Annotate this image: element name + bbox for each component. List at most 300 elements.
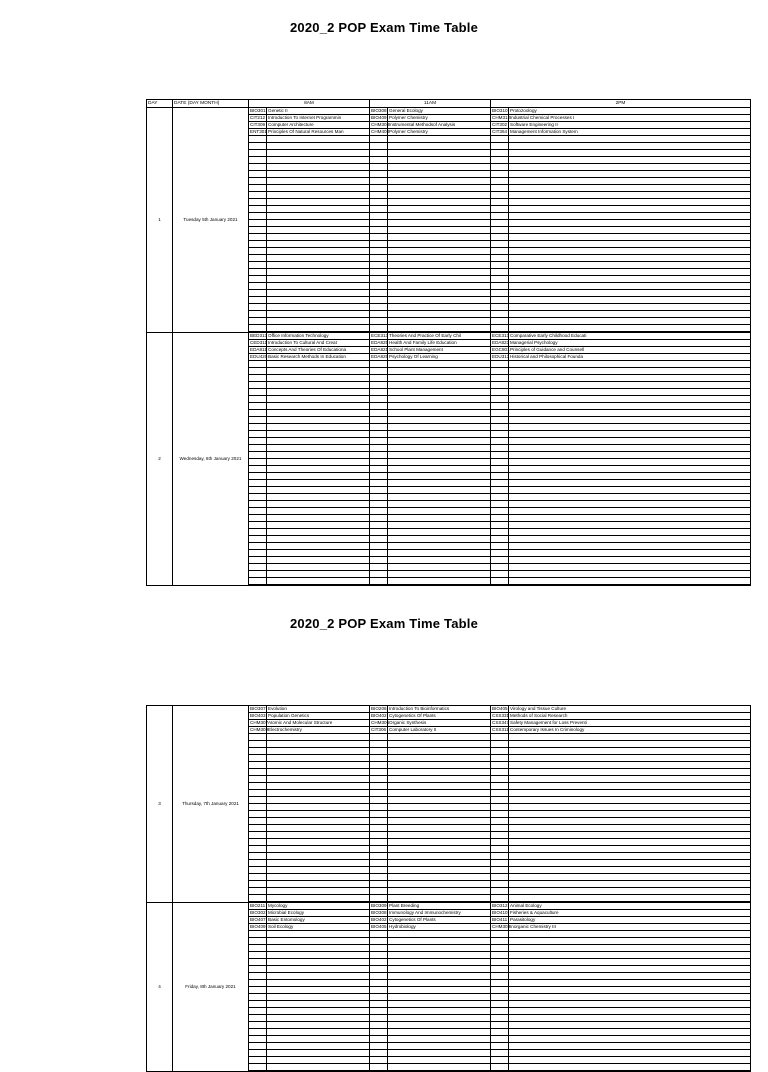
empty-cell [370,220,387,227]
empty-cell [509,881,750,888]
course-title: Industrial Chemical Processes I [509,115,750,122]
empty-cell [388,748,490,755]
empty-cell [509,769,750,776]
empty-cell [249,396,266,403]
empty-cell [249,1001,266,1008]
empty-cell [388,501,490,508]
empty-cell [370,318,387,325]
empty-cell [491,269,508,276]
empty-cell [491,973,508,980]
empty-cell [509,136,750,143]
empty-cell [509,1015,750,1022]
empty-cell [509,206,750,213]
empty-cell [267,480,369,487]
empty-cell [267,255,369,262]
am8-course-codes [249,108,267,333]
course-code: CIT306 [371,727,387,732]
empty-cell [370,888,387,895]
course-code: CHM408 [371,129,390,134]
course-title: Management Information System [509,129,750,136]
empty-cell [370,797,387,804]
empty-cell [509,424,750,431]
am8-course-codes [249,333,267,586]
empty-cell [249,790,266,797]
am8-course-codes [249,903,267,1072]
empty-cell [370,304,387,311]
empty-cell [388,283,490,290]
empty-cell [491,832,508,839]
empty-cell [491,776,508,783]
empty-cell [388,874,490,881]
empty-cell [267,452,369,459]
am11-course-codes [370,706,388,903]
course-title: Introduction To Bioinformatics [388,706,490,713]
empty-cell [370,1008,387,1015]
empty-cell [249,881,266,888]
empty-cell [267,276,369,283]
empty-cell [249,276,266,283]
day-number: 3 [147,706,173,903]
empty-cell [491,783,508,790]
empty-cell [370,234,387,241]
course-code: BIO206 [371,706,387,711]
empty-cell [267,136,369,143]
empty-cell [509,1001,750,1008]
empty-cell [388,164,490,171]
header-date: DATE (DAY MONTH) [173,100,249,108]
empty-cell [249,297,266,304]
empty-cell [491,192,508,199]
empty-cell [491,424,508,431]
pm2-course-titles [509,333,751,586]
empty-cell [370,543,387,550]
empty-cell [509,459,750,466]
empty-cell [249,410,266,417]
am11-course-titles [388,108,491,333]
empty-cell [509,255,750,262]
empty-cell [388,403,490,410]
course-title: School Plant Management [388,347,490,354]
empty-cell [509,1036,750,1043]
empty-cell [370,206,387,213]
course-code: EDA825 [371,354,389,359]
empty-cell [491,811,508,818]
empty-cell [370,227,387,234]
empty-cell [388,1029,490,1036]
empty-cell [509,157,750,164]
empty-cell [249,269,266,276]
empty-cell [267,185,369,192]
empty-cell [491,431,508,438]
course-title: Parasitology [509,917,750,924]
am11-course-titles [388,903,491,1072]
empty-cell [388,508,490,515]
empty-cell [388,769,490,776]
exam-date: Tuesday 5th January 2021 [173,108,249,333]
empty-cell [249,361,266,368]
empty-cell [491,557,508,564]
empty-cell [388,473,490,480]
empty-cell [267,431,369,438]
empty-cell [388,973,490,980]
empty-cell [370,846,387,853]
empty-cell [249,220,266,227]
empty-cell [370,459,387,466]
empty-cell [388,480,490,487]
course-code: CSS347 [492,720,510,725]
course-title: Introduction To Internet Programmin [267,115,369,122]
course-title: Computer Architecture [267,122,369,129]
empty-cell [267,227,369,234]
empty-cell [509,578,750,585]
empty-cell [249,529,266,536]
empty-cell [370,445,387,452]
course-title: Basic Entomology [267,917,369,924]
course-title: Computer Laboratory II [388,727,490,734]
empty-cell [249,157,266,164]
empty-cell [267,564,369,571]
course-title: Protozoology [509,108,750,115]
course-title: Hydrobiology [388,924,490,931]
empty-cell [491,578,508,585]
course-title: Principles Of Natural Resources Man [267,129,369,136]
exam-timetable-page-2 [146,705,751,1072]
empty-cell [267,466,369,473]
empty-cell [267,473,369,480]
empty-cell [509,178,750,185]
empty-cell [509,783,750,790]
empty-cell [388,734,490,741]
empty-cell [509,171,750,178]
course-code: BIO410 [492,910,508,915]
course-title: Managerial Psychology [509,340,750,347]
empty-cell [267,952,369,959]
empty-cell [370,150,387,157]
empty-cell [249,304,266,311]
empty-cell [249,578,266,585]
empty-cell [267,867,369,874]
empty-cell [491,361,508,368]
empty-cell [370,290,387,297]
empty-cell [267,1036,369,1043]
empty-cell [267,171,369,178]
empty-cell [509,213,750,220]
empty-cell [370,825,387,832]
course-code: CHM309 [250,727,269,732]
empty-cell [267,536,369,543]
course-code: EDA821 [371,347,389,352]
empty-cell [370,938,387,945]
empty-cell [267,1064,369,1071]
empty-cell [388,571,490,578]
course-code: CSS311 [492,727,509,732]
empty-cell [249,571,266,578]
empty-cell [267,368,369,375]
empty-cell [491,994,508,1001]
empty-cell [388,755,490,762]
empty-cell [267,571,369,578]
empty-cell [249,804,266,811]
empty-cell [267,206,369,213]
day-number: 2 [147,333,173,586]
empty-cell [388,776,490,783]
empty-cell [249,987,266,994]
empty-cell [249,389,266,396]
empty-cell [370,874,387,881]
empty-cell [388,220,490,227]
empty-cell [249,227,266,234]
empty-cell [249,557,266,564]
empty-cell [491,1050,508,1057]
empty-cell [388,1036,490,1043]
empty-cell [491,276,508,283]
empty-cell [491,741,508,748]
empty-cell [509,375,750,382]
empty-cell [370,1022,387,1029]
empty-cell [249,171,266,178]
empty-cell [509,818,750,825]
empty-cell [491,1015,508,1022]
course-code: CHM312 [492,115,511,120]
empty-cell [388,445,490,452]
empty-cell [388,143,490,150]
empty-cell [267,748,369,755]
course-code: BIO405 [492,706,508,711]
empty-cell [491,762,508,769]
empty-cell [388,389,490,396]
empty-cell [267,262,369,269]
empty-cell [388,487,490,494]
empty-cell [267,248,369,255]
empty-cell [491,311,508,318]
empty-cell [249,515,266,522]
course-code: ENT301 [250,129,267,134]
empty-cell [388,304,490,311]
empty-cell [267,938,369,945]
empty-cell [509,973,750,980]
empty-cell [509,1008,750,1015]
empty-cell [249,466,266,473]
empty-cell [249,431,266,438]
empty-cell [491,529,508,536]
empty-cell [267,832,369,839]
empty-cell [509,227,750,234]
empty-cell [388,459,490,466]
empty-cell [509,966,750,973]
course-code: BIO308 [371,108,387,113]
empty-cell [491,1029,508,1036]
empty-cell [509,466,750,473]
empty-cell [509,290,750,297]
empty-cell [267,966,369,973]
empty-cell [267,157,369,164]
empty-cell [249,494,266,501]
empty-cell [509,895,750,902]
empty-cell [509,846,750,853]
empty-cell [491,445,508,452]
empty-cell [370,1036,387,1043]
empty-cell [388,311,490,318]
empty-cell [370,776,387,783]
empty-cell [370,283,387,290]
empty-cell [491,959,508,966]
pm2-course-codes [491,706,509,903]
course-code: CHM303 [492,924,511,929]
empty-cell [267,283,369,290]
empty-cell [509,825,750,832]
empty-cell [370,966,387,973]
empty-cell [267,769,369,776]
empty-cell [267,755,369,762]
empty-cell [249,564,266,571]
course-title: Atomic And Molecular Structure [267,720,369,727]
empty-cell [267,304,369,311]
empty-cell [388,515,490,522]
empty-cell [491,206,508,213]
empty-cell [388,895,490,902]
course-code: EGC801 [492,347,510,352]
empty-cell [388,522,490,529]
empty-cell [370,571,387,578]
empty-cell [388,494,490,501]
empty-cell [388,206,490,213]
empty-cell [249,818,266,825]
empty-cell [509,557,750,564]
empty-cell [370,157,387,164]
empty-cell [509,987,750,994]
empty-cell [267,143,369,150]
empty-cell [267,895,369,902]
empty-cell [388,424,490,431]
empty-cell [491,980,508,987]
am8-course-titles [267,903,370,1072]
empty-cell [267,1015,369,1022]
empty-cell [249,255,266,262]
empty-cell [491,966,508,973]
empty-cell [370,192,387,199]
empty-cell [388,431,490,438]
course-title: Concepts And Theories Of Educationa [267,347,369,354]
empty-cell [491,818,508,825]
empty-cell [370,1029,387,1036]
empty-cell [388,262,490,269]
empty-cell [267,459,369,466]
empty-cell [388,452,490,459]
empty-cell [249,1057,266,1064]
empty-cell [491,213,508,220]
course-title: General Ecology [388,108,490,115]
empty-cell [509,297,750,304]
empty-cell [370,382,387,389]
empty-cell [491,571,508,578]
empty-cell [370,452,387,459]
empty-cell [267,199,369,206]
empty-cell [370,269,387,276]
empty-cell [509,888,750,895]
empty-cell [388,762,490,769]
course-code: BIO310 [492,108,508,113]
empty-cell [370,473,387,480]
empty-cell [249,192,266,199]
pm2-course-titles [509,706,751,903]
empty-cell [509,734,750,741]
empty-cell [491,199,508,206]
empty-cell [249,501,266,508]
empty-cell [267,839,369,846]
empty-cell [509,480,750,487]
day-block [147,333,751,586]
empty-cell [509,811,750,818]
empty-cell [249,241,266,248]
course-title: Methods of Social Research [509,713,750,720]
empty-cell [267,557,369,564]
empty-cell [509,832,750,839]
empty-cell [370,417,387,424]
empty-cell [388,199,490,206]
empty-cell [509,522,750,529]
header-8am: 8AM [249,100,370,108]
empty-cell [491,185,508,192]
empty-cell [267,241,369,248]
empty-cell [388,185,490,192]
empty-cell [388,980,490,987]
exam-date: Friday, 8th January 2021 [173,903,249,1072]
course-code: CSS331 [492,713,510,718]
empty-cell [509,248,750,255]
empty-cell [370,945,387,952]
empty-cell [388,375,490,382]
course-title: Polymer Chemistry [388,129,490,136]
empty-cell [370,297,387,304]
empty-cell [370,804,387,811]
empty-cell [491,459,508,466]
empty-cell [388,860,490,867]
empty-cell [267,797,369,804]
empty-cell [249,980,266,987]
empty-cell [491,1001,508,1008]
empty-cell [509,571,750,578]
empty-cell [249,473,266,480]
empty-cell [509,959,750,966]
pm2-course-codes [491,903,509,1072]
empty-cell [370,1057,387,1064]
empty-cell [509,550,750,557]
empty-cell [249,452,266,459]
empty-cell [388,410,490,417]
empty-cell [509,748,750,755]
empty-cell [370,536,387,543]
empty-cell [388,325,490,332]
empty-cell [370,431,387,438]
empty-cell [388,269,490,276]
empty-cell [249,1050,266,1057]
empty-cell [249,748,266,755]
page-title: 2020_2 POP Exam Time Table [289,20,479,35]
empty-cell [509,318,750,325]
empty-cell [491,227,508,234]
empty-cell [267,389,369,396]
empty-cell [249,959,266,966]
course-code: BIO307 [250,706,266,711]
course-title: Organic Synthesis [388,720,490,727]
empty-cell [388,241,490,248]
empty-cell [388,811,490,818]
empty-cell [509,804,750,811]
empty-cell [388,157,490,164]
empty-cell [267,1001,369,1008]
empty-cell [509,304,750,311]
empty-cell [370,164,387,171]
